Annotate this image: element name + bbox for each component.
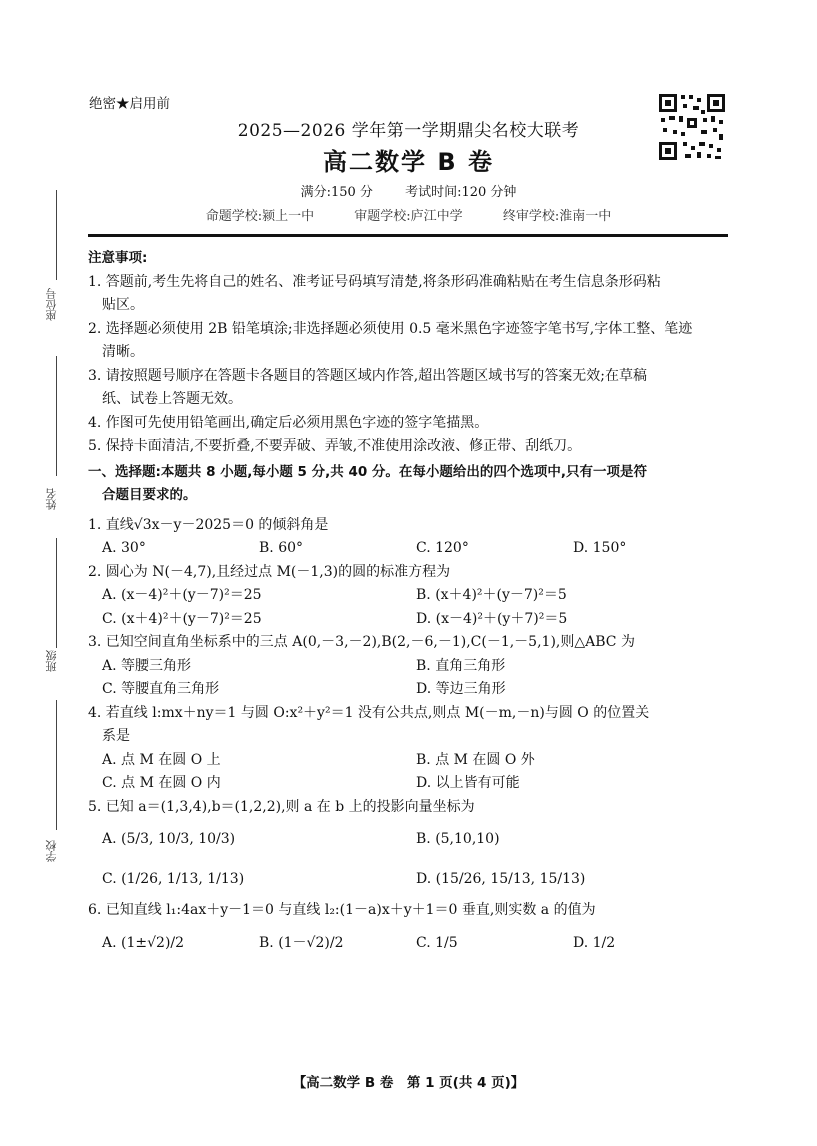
question-stem: 3. 已知空间直角坐标系中的三点 A(0,－3,－2),B(2,－6,－1),C(－1,－5,1),则△ABC 为 <box>88 634 635 650</box>
notice-line: 1. 答题前,考生先将自己的姓名、准考证号码填写清楚,将条形码准确粘贴在考生信息条形码粘 <box>88 273 661 290</box>
side-line <box>56 538 57 648</box>
option: D. 1/2 <box>573 934 616 951</box>
exam-content <box>88 247 730 963</box>
side-line <box>56 190 57 280</box>
header-rule <box>88 234 728 237</box>
option: C. 等腰直角三角形 <box>102 681 220 697</box>
school-review: 审题学校:庐江中学 <box>354 209 463 224</box>
option: B. (5,10,10) <box>416 831 500 847</box>
confidential-label: 绝密★启用前 <box>89 96 170 112</box>
option: B. (1－√2)/2 <box>259 934 344 951</box>
notice-line: 5. 保持卡面清洁,不要折叠,不要弄破、弄皱,不准使用涂改液、修正带、刮纸刀。 <box>88 438 582 454</box>
option: A. 点 M 在圆 O 上 <box>102 751 221 768</box>
school-label: 学校 <box>45 840 58 862</box>
exam-time: 考试时间:120 分钟 <box>405 185 517 200</box>
option: A. (5/3, 10/3, 10/3) <box>102 831 236 847</box>
option: C. 1/5 <box>416 934 458 951</box>
option: D. 等边三角形 <box>416 681 506 697</box>
option: D. 以上皆有可能 <box>416 775 520 791</box>
exam-name: 2025—2026 学年第一学期鼎尖名校大联考 <box>237 121 580 141</box>
option: D. 150° <box>573 540 627 556</box>
option: B. (x＋4)²＋(y－7)²＝5 <box>416 587 567 603</box>
option: C. (x＋4)²＋(y－7)²＝25 <box>102 610 262 627</box>
question-stem: 5. 已知 a＝(1,3,4),b＝(1,2,2),则 a 在 b 上的投影向量坐标为 <box>88 798 475 815</box>
option: A. 等腰三角形 <box>102 657 192 674</box>
question-6 <box>88 899 730 963</box>
school-final: 终审学校:淮南一中 <box>502 209 612 224</box>
notice-line: 2. 选择题必须使用 2B 铅笔填涂;非选择题必须使用 0.5 毫米黑色字迹签字笔书写,字体工整、笔迹 <box>88 320 693 337</box>
option: A. (1±√2)/2 <box>102 934 185 951</box>
side-line <box>56 356 57 476</box>
option: B. 60° <box>259 540 304 556</box>
option: B. 点 M 在圆 O 外 <box>416 751 535 768</box>
class-label: 班级 <box>45 650 58 672</box>
question-2 <box>88 561 730 632</box>
side-line <box>56 700 57 830</box>
full-score: 满分:150 分 <box>300 185 373 200</box>
notice-title: 注意事项: <box>88 250 148 266</box>
option: C. (1/26, 1/13, 1/13) <box>102 871 245 887</box>
question-stem: 6. 已知直线 l₁:4ax＋y－1＝0 与直线 l₂:(1－a)x＋y＋1＝0 垂直,则实数 a 的值为 <box>88 902 596 918</box>
option: B. 直角三角形 <box>416 657 506 674</box>
school-info <box>0 205 817 224</box>
option: A. 30° <box>102 540 146 556</box>
notice-line: 4. 作图可先使用铅笔画出,确定后必须用黑色字迹的签字笔描黑。 <box>88 414 489 431</box>
notice-line: 3. 请按照题号顺序在答题卡各题目的答题区域内作答,超出答题区域书写的答案无效;在草稿 <box>88 367 647 384</box>
question-stem: 2. 圆心为 N(－4,7),且经过点 M(－1,3)的圆的标准方程为 <box>88 563 451 580</box>
option: D. (15/26, 15/13, 15/13) <box>416 871 586 887</box>
notice-line: 纸、试卷上答题无效。 <box>102 391 242 407</box>
school-set: 命题学校:颍上一中 <box>205 209 315 224</box>
section-heading <box>88 461 730 508</box>
exam-info <box>0 181 817 200</box>
option: C. 点 M 在圆 O 内 <box>102 775 221 791</box>
option: A. (x－4)²＋(y－7)²＝25 <box>102 587 262 603</box>
notice-item <box>88 271 730 459</box>
name-label: 姓名 <box>45 488 58 510</box>
option: D. (x－4)²＋(y＋7)²＝5 <box>416 610 568 627</box>
question-stem: 系是 <box>102 728 130 744</box>
question-1 <box>88 514 730 561</box>
question-stem: 1. 直线√3x－y－2025＝0 的倾斜角是 <box>88 516 329 533</box>
question-4 <box>88 702 730 796</box>
seat-label: 座位号 <box>45 288 58 321</box>
question-stem: 4. 若直线 l:mx＋ny＝1 与圆 O:x²＋y²＝1 没有公共点,则点 M(－m,－n)与圆 O 的位置关 <box>88 704 650 721</box>
section-line: 一、选择题:本题共 8 小题,每小题 5 分,共 40 分。在每小题给出的四个选项中,只有一项是符 <box>88 463 648 480</box>
option: C. 120° <box>416 540 469 556</box>
section-line: 合题目要求的。 <box>102 487 197 503</box>
question-3 <box>88 631 730 702</box>
notice-line: 清晰。 <box>102 344 144 360</box>
page-footer: 【高二数学 B 卷 第 1 页(共 4 页)】 <box>292 1075 525 1091</box>
notice-line: 贴区。 <box>102 297 144 313</box>
question-5 <box>88 796 730 900</box>
paper-title: 高二数学 B 卷 <box>322 148 494 176</box>
